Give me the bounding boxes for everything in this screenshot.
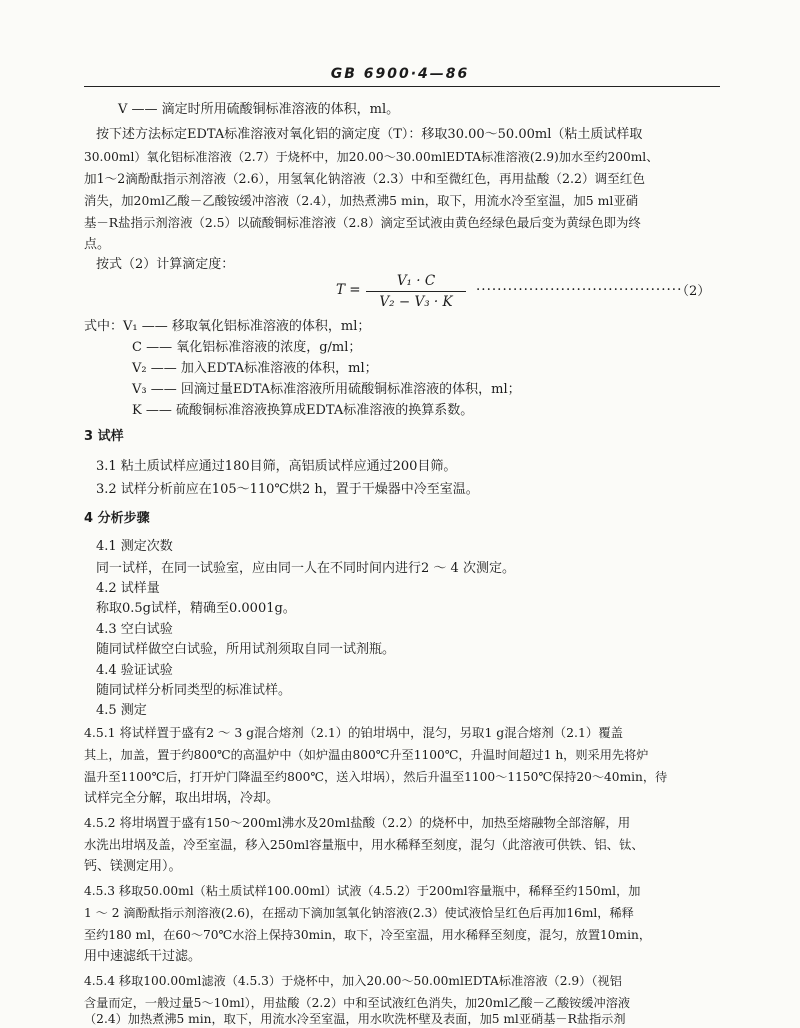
formula-leader-dots: ······································· [476, 282, 683, 298]
formula-number: （2） [676, 284, 711, 299]
header-rule [84, 86, 720, 87]
text-line: 按下述方法标定EDTA标准溶液对氧化铝的滴定度（T）：移取30.00～50.00ml（粘土质试样取 [96, 127, 643, 142]
fraction-bar [366, 291, 466, 292]
text-line: 同一试样，在同一试验室，应由同一人在不同时间内进行2 ～ 4 次测定。 [96, 561, 515, 576]
text-line: 温升至1100℃后，打开炉门降温至约800℃，送入坩埚），然后升温至1100～1150℃保持20～40min，待 [84, 770, 668, 784]
formula-lhs: T = [336, 282, 361, 298]
formula-numerator: V₁ · C [396, 273, 436, 289]
text-line: C —— 氧化铝标准溶液的浓度，g/ml； [132, 340, 362, 355]
text-line: 4.5.3 移取50.00ml（粘土质试样100.00ml）试液（4.5.2）于200ml容量瓶中，稀释至约150ml，加 [84, 884, 641, 898]
text-line: 1 ～ 2 滴酚酞指示剂溶液(2.6)，在摇动下滴加氢氧化钠溶液(2.3）使试液恰呈红色后再加16ml，稀释 [84, 906, 634, 920]
text-line: 消失，加20ml乙酸－乙酸铵缓冲溶液（2.4），加热煮沸5 min，取下，用流水冷至室温，加5 ml亚硝 [84, 193, 639, 208]
page-header: GB 6900·4—86 [330, 66, 470, 82]
text-line: K —— 硫酸铜标准溶液换算成EDTA标准溶液的换算系数。 [132, 403, 474, 418]
formula-denominator: V₂ − V₃ · K [379, 294, 453, 310]
text-line: 3.2 试样分析前应在105～110℃烘2 h，置于干燥器中冷至室温。 [96, 482, 479, 497]
text-line: 称取0.5g试样，精确至0.0001g。 [96, 601, 296, 616]
text-line: 试样完全分解，取出坩埚，冷却。 [84, 791, 280, 806]
text-line: 钙、镁测定用）。 [84, 859, 182, 874]
text-line: 30.00ml）氧化铝标准溶液（2.7）于烧杯中，加20.00～30.00mlEDTA标准溶液(2.9)加水至约200ml、 [84, 150, 659, 164]
titration-formula [336, 272, 683, 314]
subsection-heading: 4.1 测定次数 [96, 539, 173, 554]
text-line: 4.5.4 移取100.00ml滤液（4.5.3）于烧杯中，加入20.00～50.00mlEDTA标准溶液（2.9）（视铝 [84, 974, 622, 988]
text-line: 基－R盐指示剂溶液（2.5）以硫酸铜标准溶液（2.8）滴定至试液由黄色经绿色最后变为黄绿色即为终 [84, 215, 641, 230]
text-line: 含量而定，一般过量5～10ml），用盐酸（2.2）中和至试液红色消失，加20ml乙酸－乙酸铵缓冲溶液 [84, 996, 631, 1010]
text-line: 至约180 ml，在60～70℃水浴上保持30min，取下，冷至室温，用水稀释至刻度，混匀，放置10min， [84, 928, 652, 942]
text-line: 式中：V₁ —— 移取氧化铝标准溶液的体积，ml； [84, 319, 371, 334]
section-heading: 3 试样 [84, 429, 124, 444]
text-line: 其上，加盖，置于约800℃的高温炉中（如炉温由800℃升至1100℃，升温时间超过1 h，则采用先将炉 [84, 748, 649, 762]
text-line: V₂ —— 加入EDTA标准溶液的体积，ml； [132, 361, 378, 376]
subsection-heading: 4.5 测定 [96, 703, 147, 718]
text-line: 3.1 粘土质试样应通过180目筛，高铝质试样应通过200目筛。 [96, 459, 457, 474]
subsection-heading: 4.4 验证试验 [96, 663, 173, 678]
text-line: 按式（2）计算滴定度： [96, 257, 235, 272]
text-line: V₃ —— 回滴过量EDTA标准溶液所用硫酸铜标准溶液的体积，ml； [132, 382, 521, 397]
text-line: 4.5.2 将坩埚置于盛有150～200ml沸水及20ml盐酸（2.2）的烧杯中，加热至熔融物全部溶解，用 [84, 815, 631, 830]
subsection-heading: 4.2 试样量 [96, 581, 160, 596]
formula-fraction [366, 272, 466, 311]
section-heading: 4 分析步骤 [84, 511, 150, 526]
text-line: 水洗出坩埚及盖，冷至室温，移入250ml容量瓶中，用水稀释至刻度，混匀（此溶液可供铁、铝、钛、 [84, 837, 644, 852]
text-line: 4.5.1 将试样置于盛有2 ～ 3 g混合熔剂（2.1）的铂坩埚中，混匀，另取1 g混合熔剂（2.1）覆盖 [84, 725, 624, 740]
text-line: 加1～2滴酚酞指示剂溶液（2.6），用氢氧化钠溶液（2.3）中和至微红色，再用盐酸（2.2）调至红色 [84, 171, 645, 186]
text-line: 随同试样做空白试验，所用试剂须取自同一试剂瓶。 [96, 642, 396, 657]
text-line: V —— 滴定时所用硫酸铜标准溶液的体积，ml。 [118, 102, 400, 117]
text-line: 点。 [84, 237, 111, 252]
text-line: 随同试样分析同类型的标准试样。 [96, 683, 292, 698]
text-line: （2.4）加热煮沸5 min，取下，用流水冷至室温，用水吹洗杯壁及表面，加5 ml亚硝基－R盐指示剂 [84, 1012, 626, 1026]
subsection-heading: 4.3 空白试验 [96, 622, 173, 637]
text-line: 用中速滤纸干过滤。 [84, 949, 202, 964]
